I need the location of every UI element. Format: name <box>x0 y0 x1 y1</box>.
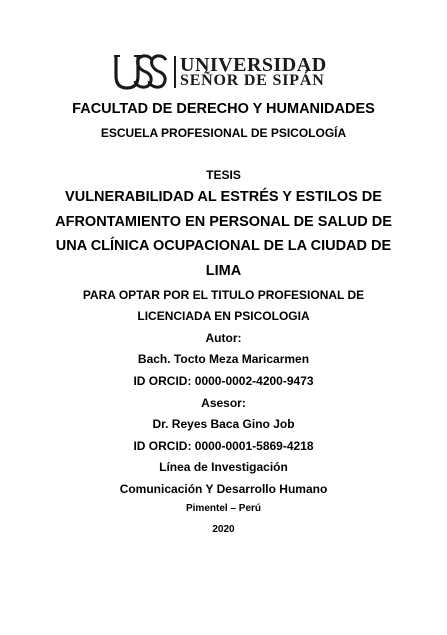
university-logo <box>114 52 327 92</box>
school-name: ESCUELA PROFESIONAL DE PSICOLOGÍA <box>100 126 347 140</box>
purpose-line-2: LICENCIADA EN PSICOLOGIA <box>137 309 310 323</box>
advisor-orcid: ID ORCID: 0000-0001-5869-4218 <box>133 439 314 453</box>
university-name-line1: UNIVERSIDAD <box>180 54 327 76</box>
author-name: Bach. Tocto Meza Maricarmen <box>137 352 310 366</box>
year: 2020 <box>212 524 235 535</box>
thesis-title-line-1: VULNERABILIDAD AL ESTRÉS Y ESTILOS DE <box>65 189 382 205</box>
research-line: Comunicación Y Desarrollo Humano <box>119 482 328 496</box>
advisor-label: Asesor: <box>201 396 246 410</box>
thesis-title-line-3: UNA CLÍNICA OCUPACIONAL DE LA CIUDAD DE <box>55 238 392 254</box>
thesis-title-line-2: AFRONTAMIENTO EN PERSONAL DE SALUD DE <box>55 214 392 230</box>
author-label: Autor: <box>205 331 242 345</box>
university-name-line2: SEÑOR DE SIPÁN <box>180 72 325 89</box>
research-line-label: Línea de Investigación <box>159 460 288 474</box>
advisor-name: Dr. Reyes Baca Gino Job <box>152 417 295 431</box>
uss-monogram-icon <box>114 52 174 92</box>
purpose-line-1: PARA OPTAR POR EL TITULO PROFESIONAL DE <box>82 288 365 302</box>
faculty-name: FACULTAD DE DERECHO Y HUMANIDADES <box>72 101 375 117</box>
author-orcid: ID ORCID: 0000-0002-4200-9473 <box>133 374 314 388</box>
place: Pimentel – Perú <box>185 503 262 514</box>
document-type: TESIS <box>206 168 241 182</box>
logo-divider <box>174 56 176 88</box>
thesis-title-line-4: LIMA <box>205 263 242 279</box>
